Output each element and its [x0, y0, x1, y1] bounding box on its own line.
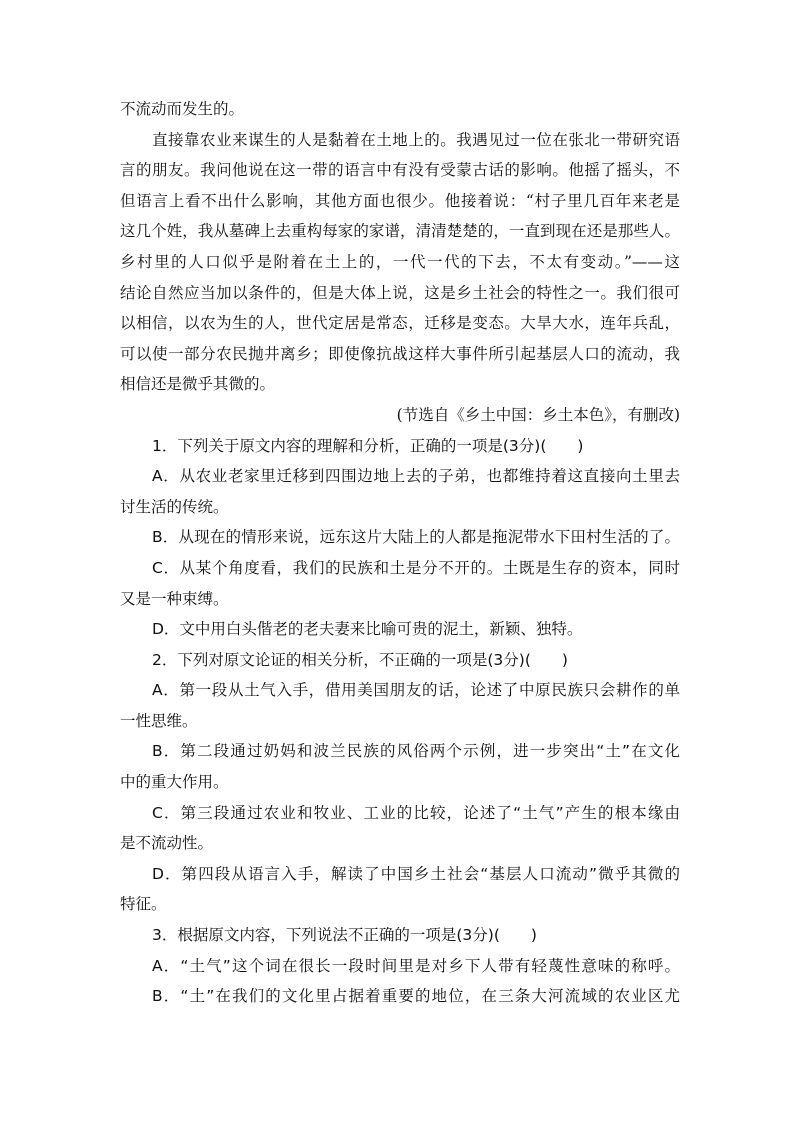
passage-line: 这几个姓，我从墓碑上去重构每家的家谱，清清楚楚的，一直到现在还是那些人。	[120, 222, 680, 241]
passage-line: 可以使一部分农民抛井离乡；即使像抗战这样大事件所引起基层人口的流动，我	[120, 344, 680, 363]
question-option: C．从某个角度看，我们的民族和土是分不开的。土既是生存的资本，同时	[152, 558, 680, 577]
passage-line: 相信还是微乎其微的。	[120, 375, 276, 394]
passage-line: 乡村里的人口似乎是附着在土上的，一代一代的下去，不太有变动。”——这	[120, 252, 680, 271]
question-option-cont: 又是一种束缚。	[120, 589, 229, 608]
question-option-cont: 中的重大作用。	[120, 773, 229, 792]
question-option: D．第四段从语言入手，解读了中国乡土社会“基层人口流动”微乎其微的	[152, 864, 680, 883]
passage-line: 不流动而发生的。	[120, 100, 245, 118]
question-option-cont: 讨生活的传统。	[120, 497, 229, 516]
passage-source: (节选自《乡土中国：乡土本色》，有删改)	[396, 405, 680, 424]
question-option-cont: 特征。	[120, 895, 167, 914]
question-option: A．“土气”这个词在很长一段时间里是对乡下人带有轻蔑性意味的称呼。	[152, 956, 680, 975]
question-stem: 1．下列关于原文内容的理解和分析，正确的一项是(3分)( )	[152, 436, 584, 455]
passage-line: 直接靠农业来谋生的人是黏着在土地上的。我遇见过一位在张北一带研究语	[152, 130, 680, 149]
question-stem: 3．根据原文内容，下列说法不正确的一项是(3分)( )	[152, 926, 537, 945]
question-option: B．第二段通过奶妈和波兰民族的风俗两个示例，进一步突出“土”在文化	[152, 742, 680, 761]
question-option: A．第一段从土气入手，借用美国朋友的话，论述了中原民族只会耕作的单	[152, 681, 680, 700]
passage-line: 言的朋友。我问他说在这一带的语言中有没有受蒙古话的影响。他摇了摇头，不	[120, 161, 680, 180]
question-option: D．文中用白头偕老的老夫妻来比喻可贵的泥土，新颖、独特。	[152, 620, 583, 639]
question-option: C．第三段通过农业和牧业、工业的比较，论述了“土气”产生的根本缘由	[152, 803, 680, 822]
text-column	[120, 94, 680, 1012]
question-option-cont: 是不流动性。	[120, 834, 214, 853]
passage-line: 结论自然应当加以条件的，但是大体上说，这是乡土社会的特性之一。我们很可	[120, 283, 680, 302]
question-option: B．“土”在我们的文化里占据着重要的地位，在三条大河流域的农业区尤	[152, 987, 680, 1006]
question-stem: 2．下列对原文论证的相关分析，不正确的一项是(3分)( )	[152, 650, 568, 669]
passage-line: 但语言上看不出什么影响，其他方面也很少。他接着说：“村子里几百年来老是	[120, 191, 680, 210]
passage-line: 以相信，以农为生的人，世代定居是常态，迁移是变态。大旱大水，连年兵乱，	[120, 314, 680, 333]
question-option: A．从农业老家里迁移到四围边地上去的子弟，也都维持着这直接向土里去	[152, 467, 680, 486]
question-option: B．从现在的情形来说，远东这片大陆上的人都是拖泥带水下田村生活的了。	[152, 528, 680, 547]
question-option-cont: 一性思维。	[120, 711, 198, 730]
